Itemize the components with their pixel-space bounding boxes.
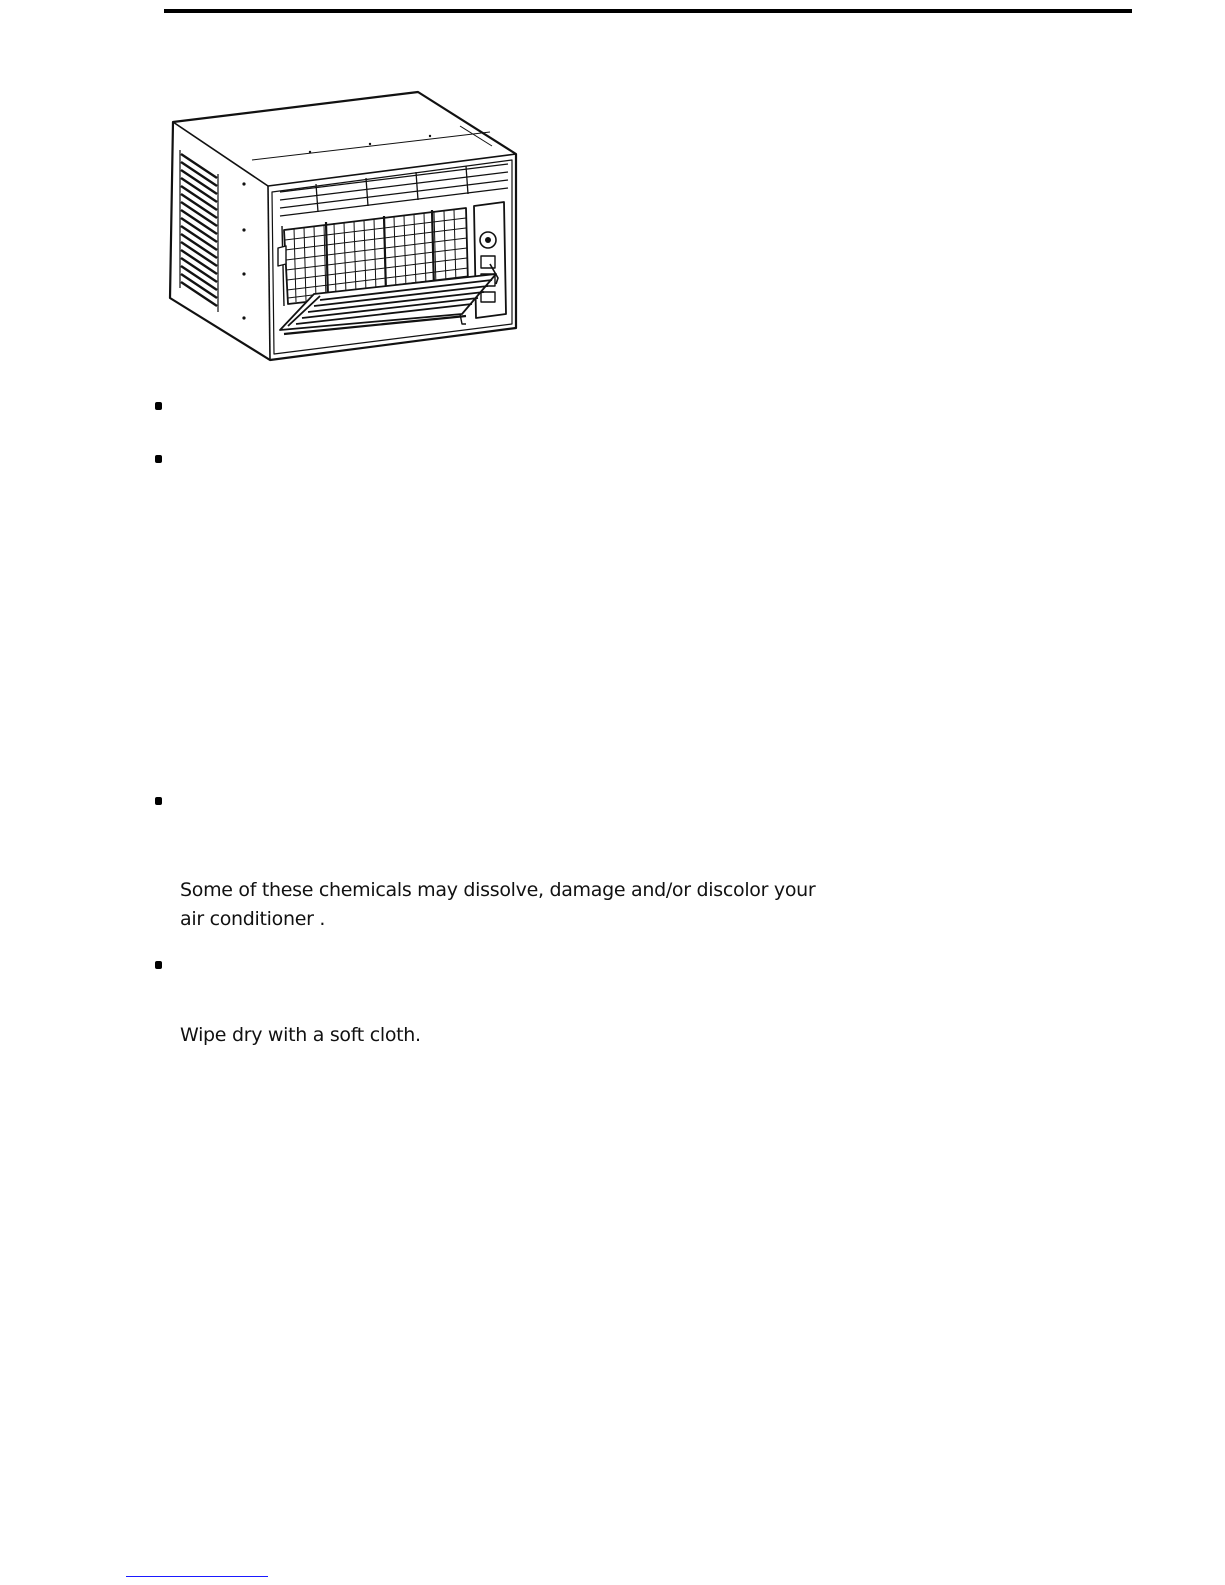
bullet-1 xyxy=(155,402,162,410)
bullet-4 xyxy=(155,961,162,969)
wipe-dry-instruction: Wipe dry with a soft cloth. xyxy=(180,1024,421,1046)
footer-link-underline[interactable] xyxy=(126,1576,268,1577)
chemicals-warning-line-2: air conditioner . xyxy=(180,908,326,930)
air-conditioner-illustration xyxy=(160,88,536,370)
chemicals-warning-line-1: Some of these chemicals may dissolve, damage and/or discolor your xyxy=(180,879,816,901)
bullet-2 xyxy=(155,455,162,463)
bullet-3 xyxy=(155,797,162,805)
header-rule xyxy=(164,9,1132,13)
